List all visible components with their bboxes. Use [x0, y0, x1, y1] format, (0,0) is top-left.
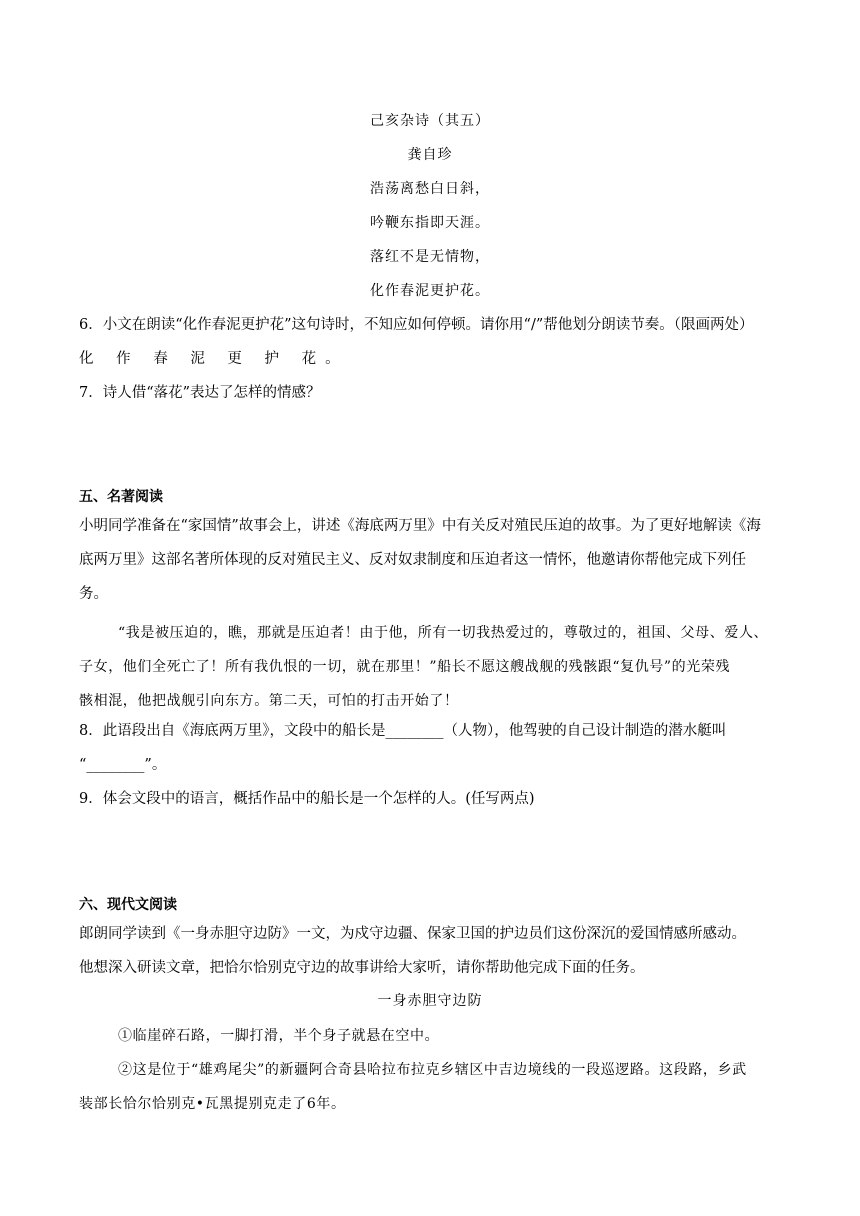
question-9: 9．体会文段中的语言，概括作品中的船长是一个怎样的人。(任写两点): [79, 791, 535, 807]
section-5-intro-2: 底两万里》这部名著所体现的反对殖民主义、反对奴隶制度和压迫者这一情怀，他邀请你帮他完成下列任: [79, 552, 746, 568]
section-6-heading: 六、现代文阅读: [79, 897, 177, 913]
question-6-verse-line: 化 作 春 泥 更 护 花。: [79, 351, 349, 367]
poem-line-1: 浩荡离愁白日斜，: [370, 181, 490, 197]
poem-line-4: 化作春泥更护花。: [370, 283, 490, 299]
section-6-intro-2: 他想深入研读文章，把恰尔恰别克守边的故事讲给大家听，请你帮助他完成下面的任务。: [79, 960, 645, 976]
excerpt-line-2: 子女，他们全死亡了！所有我仇恨的一切，就在那里！”船长不愿这艘战舰的残骸跟“复仇号”的光荣残: [79, 659, 731, 675]
question-7: 7．诗人借“落花”表达了怎样的情感？: [79, 385, 321, 401]
question-8-line-2: “________”。: [79, 757, 167, 773]
poem-line-3: 落红不是无情物，: [370, 249, 490, 265]
excerpt-line-3: 骸相混，他把战舰引向东方。第二天，可怕的打击开始了！: [79, 693, 459, 709]
poem-line-2: 吟鞭东指即天涯。: [370, 215, 490, 231]
article-paragraph-2-line-1: ②这是位于“雄鸡尾尖”的新疆阿合奇县哈拉布拉克乡辖区中吉边境线的一段巡逻路。这段路，乡武: [118, 1062, 747, 1078]
excerpt-line-1: “我是被压迫的，瞧，那就是压迫者！由于他，所有一切我热爱过的，尊敬过的，祖国、父母、爱人、: [118, 625, 769, 641]
article-paragraph-2-line-2: 装部长恰尔恰别克•瓦黑提别克走了6年。: [79, 1096, 346, 1112]
section-6-intro-1: 郎朗同学读到《一身赤胆守边防》一文，为戍守边疆、保家卫国的护边员们这份深沉的爱国情感所感动。: [79, 926, 746, 942]
section-5-intro-3: 务。: [79, 586, 108, 602]
article-title: 一身赤胆守边防: [377, 993, 483, 1009]
question-6: 6．小文在朗读“化作春泥更护花”这句诗时，不知应如何停顿。请你用“/”帮他划分朗读节奏。（限画两处）: [79, 317, 754, 333]
section-5-intro-1: 小明同学准备在“家国情”故事会上，讲述《海底两万里》中有关反对殖民压迫的故事。为了更好地解读《海: [79, 518, 761, 534]
article-paragraph-1: ①临崖碎石路，一脚打滑，半个身子就悬在空中。: [118, 1028, 440, 1044]
poem-author: 龚自珍: [407, 147, 453, 163]
poem-title: 己亥杂诗（其五）: [370, 113, 490, 129]
question-8-line-1: 8．此语段出自《海底两万里》，文段中的船长是________（人物），他驾驶的自己设计制造的潜水艇叫: [79, 723, 727, 739]
section-5-heading: 五、名著阅读: [79, 489, 163, 505]
